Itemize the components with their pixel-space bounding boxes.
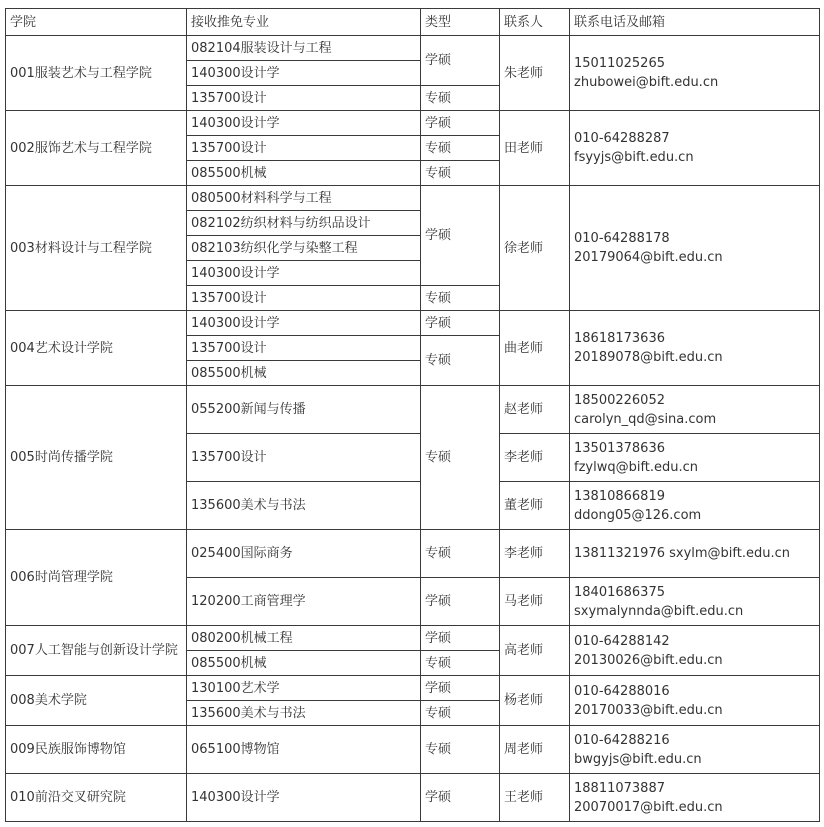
contact-phone: 010-64288016 xyxy=(574,683,670,699)
type-cell: 学硕 xyxy=(421,676,500,701)
type-cell: 学硕 xyxy=(421,186,500,286)
contact-name: 田老师 xyxy=(500,111,570,186)
major-cell: 135700设计 xyxy=(187,434,421,482)
header-type: 类型 xyxy=(421,9,500,36)
major-cell: 025400国际商务 xyxy=(187,530,421,578)
type-cell: 专硕 xyxy=(421,161,500,186)
contact-email[interactable]: zhubowei@bift.edu.cn xyxy=(574,75,719,90)
college-name: 005时尚传播学院 xyxy=(6,386,187,530)
table-row xyxy=(6,311,820,336)
contact-phone: 18618173636 xyxy=(574,331,665,346)
table-row xyxy=(6,530,820,578)
contact-email[interactable]: sxymalynnda@bift.edu.cn xyxy=(574,603,744,619)
contact-email[interactable]: carolyn_qd@sina.com xyxy=(574,411,717,427)
contact-phone: 010-64288178 xyxy=(574,231,670,246)
major-cell: 135700设计 xyxy=(187,336,421,361)
contact-phone: 18401686375 xyxy=(574,584,665,600)
contact-name: 曲老师 xyxy=(500,311,570,386)
major-cell: 130100艺术学 xyxy=(187,676,421,701)
college-name: 010前沿交叉研究院 xyxy=(6,774,187,822)
major-cell: 082104服装设计与工程 xyxy=(187,36,421,61)
college-name: 001服装艺术与工程学院 xyxy=(6,36,187,111)
major-cell: 055200新闻与传播 xyxy=(187,386,421,434)
major-cell: 080500材料科学与工程 xyxy=(187,186,421,211)
contact-name: 李老师 xyxy=(500,530,570,578)
type-cell: 学硕 xyxy=(421,626,500,651)
type-cell: 专硕 xyxy=(421,701,500,726)
contact-email[interactable]: ddong05@126.com xyxy=(574,507,702,523)
contact-info xyxy=(570,186,820,311)
contact-email[interactable]: 20170033@bift.edu.cn xyxy=(574,702,723,718)
contact-name: 董老师 xyxy=(500,482,570,530)
type-cell: 专硕 xyxy=(421,286,500,311)
table-row xyxy=(6,36,820,61)
type-cell: 专硕 xyxy=(421,726,500,774)
college-name: 008美术学院 xyxy=(6,676,187,726)
major-cell: 085500机械 xyxy=(187,161,421,186)
contact-phone: 010-64288287 xyxy=(574,131,670,146)
table-row xyxy=(6,726,820,774)
contact-email[interactable]: fzylwq@bift.edu.cn xyxy=(574,459,699,475)
type-cell: 专硕 xyxy=(421,386,500,530)
type-cell: 专硕 xyxy=(421,651,500,676)
contact-email[interactable]: 20189078@bift.edu.cn xyxy=(574,350,723,365)
contact-name: 赵老师 xyxy=(500,386,570,434)
contact-info xyxy=(570,676,820,726)
contact-info xyxy=(570,434,820,482)
contact-name: 高老师 xyxy=(500,626,570,676)
table-row xyxy=(6,111,820,136)
major-cell: 135700设计 xyxy=(187,136,421,161)
major-cell: 065100博物馆 xyxy=(187,726,421,774)
contact-info xyxy=(570,578,820,626)
contact-name: 周老师 xyxy=(500,726,570,774)
major-cell: 140300设计学 xyxy=(187,61,421,86)
contact-info xyxy=(570,386,820,434)
recommendation-table xyxy=(5,8,820,822)
contact-info xyxy=(570,774,820,822)
table-row xyxy=(6,386,820,434)
type-cell: 学硕 xyxy=(421,578,500,626)
type-cell: 学硕 xyxy=(421,36,500,86)
contact-phone: 15011025265 xyxy=(574,56,665,71)
college-name: 002服饰艺术与工程学院 xyxy=(6,111,187,186)
type-cell: 专硕 xyxy=(421,136,500,161)
type-cell: 学硕 xyxy=(421,111,500,136)
header-contact-person: 联系人 xyxy=(500,9,570,36)
major-cell: 135600美术与书法 xyxy=(187,482,421,530)
contact-info xyxy=(570,111,820,186)
major-cell: 082103纺织化学与染整工程 xyxy=(187,236,421,261)
contact-info xyxy=(570,626,820,676)
contact-email[interactable]: fsyyjs@bift.edu.cn xyxy=(574,150,694,165)
contact-phone: 13810866819 xyxy=(574,488,665,504)
contact-info xyxy=(570,36,820,111)
major-cell: 140300设计学 xyxy=(187,261,421,286)
contact-phone: 18500226052 xyxy=(574,392,665,408)
major-cell: 135700设计 xyxy=(187,86,421,111)
contact-phone: 010-64288216 xyxy=(574,732,670,748)
contact-info xyxy=(570,311,820,386)
type-cell: 学硕 xyxy=(421,311,500,336)
type-cell: 学硕 xyxy=(421,774,500,822)
contact-name: 马老师 xyxy=(500,578,570,626)
college-name: 006时尚管理学院 xyxy=(6,530,187,626)
contact-phone: 18811073887 xyxy=(574,780,665,796)
type-cell: 专硕 xyxy=(421,530,500,578)
contact-email[interactable]: 20070017@bift.edu.cn xyxy=(574,799,723,815)
contact-name: 徐老师 xyxy=(500,186,570,311)
contact-info xyxy=(570,482,820,530)
table-row xyxy=(6,186,820,211)
contact-phone-email[interactable]: 13811321976 sxylm@bift.edu.cn xyxy=(574,546,790,561)
major-cell: 140300设计学 xyxy=(187,111,421,136)
major-cell: 120200工商管理学 xyxy=(187,578,421,626)
major-cell: 085500机械 xyxy=(187,651,421,676)
college-name: 009民族服饰博物馆 xyxy=(6,726,187,774)
contact-name: 李老师 xyxy=(500,434,570,482)
contact-phone: 13501378636 xyxy=(574,440,665,456)
header-college: 学院 xyxy=(6,9,187,36)
contact-name: 王老师 xyxy=(500,774,570,822)
table-row xyxy=(6,676,820,701)
contact-info xyxy=(570,726,820,774)
header-phone-email: 联系电话及邮箱 xyxy=(570,9,820,36)
major-cell: 135600美术与书法 xyxy=(187,701,421,726)
contact-email[interactable]: bwgyjs@bift.edu.cn xyxy=(574,751,702,767)
contact-name: 朱老师 xyxy=(500,36,570,111)
type-cell: 专硕 xyxy=(421,336,500,386)
major-cell: 135700设计 xyxy=(187,286,421,311)
contact-email[interactable]: 20130026@bift.edu.cn xyxy=(574,652,723,668)
table-row xyxy=(6,626,820,651)
header-major: 接收推免专业 xyxy=(187,9,421,36)
college-name: 003材料设计与工程学院 xyxy=(6,186,187,311)
major-cell: 140300设计学 xyxy=(187,311,421,336)
contact-info xyxy=(570,530,820,578)
major-cell: 085500机械 xyxy=(187,361,421,386)
college-name: 004艺术设计学院 xyxy=(6,311,187,386)
type-cell: 专硕 xyxy=(421,86,500,111)
table-row xyxy=(6,774,820,822)
contact-phone: 010-64288142 xyxy=(574,633,670,649)
contact-name: 杨老师 xyxy=(500,676,570,726)
major-cell: 140300设计学 xyxy=(187,774,421,822)
college-name: 007人工智能与创新设计学院 xyxy=(6,626,187,676)
major-cell: 080200机械工程 xyxy=(187,626,421,651)
major-cell: 082102纺织材料与纺织品设计 xyxy=(187,211,421,236)
contact-email[interactable]: 20179064@bift.edu.cn xyxy=(574,250,723,265)
